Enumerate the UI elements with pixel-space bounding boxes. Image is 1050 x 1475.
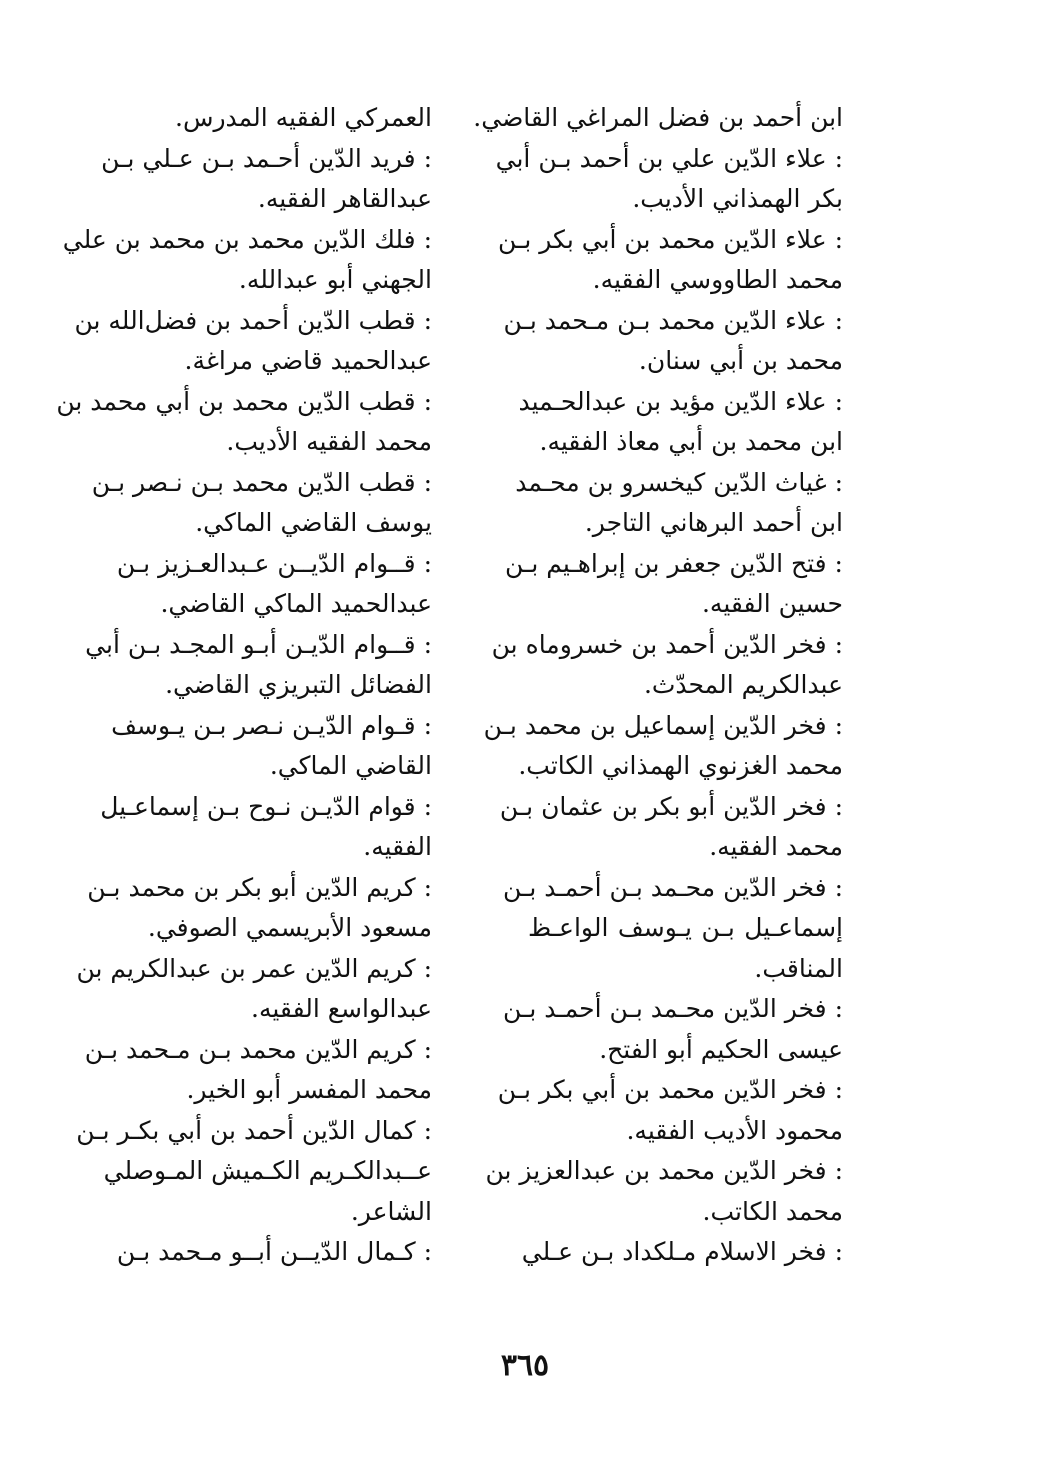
text-line: بكر الهمذاني الأديب. — [632, 184, 843, 213]
text-line: : فخر الاسلام مـلكداد بـن عـلي — [521, 1237, 843, 1266]
text-line: : علاء الدّين علي بن أحمد بـن أبي — [495, 143, 843, 173]
text-line: محمد الكاتب. — [702, 1196, 843, 1226]
text-line: : فلك الدّين محمد بن محمد بن علي — [62, 224, 432, 254]
text-line: محمد المفسر أبو الخير. — [186, 1075, 432, 1104]
text-line: الشاعر. — [350, 1196, 432, 1226]
text-line: : فخر الدّين أبو بكر بن عثمان بـن — [499, 791, 843, 821]
text-line: عبدالحميد الماكي القاضي. — [160, 589, 432, 618]
text-line: : فخر الدّين محمد بن أبي بكر بـن — [497, 1075, 843, 1104]
text-line: : فخر الدّين محـمد بـن أحمـد بـن — [502, 872, 843, 902]
text-line: : فتح الدّين جعفر بن إبراهـيم بـن — [504, 548, 843, 578]
text-line: ابن أحمد بن فضل المراغي القاضي. — [473, 103, 843, 132]
text-line: : قـوام الدّيـن نـصر بـن يـوسف — [111, 710, 432, 740]
page-number: ٣٦٥ — [500, 1348, 550, 1383]
text-line: : غياث الدّين كيخسرو بن محـمد — [515, 467, 843, 497]
text-line: المناقب. — [754, 953, 843, 983]
text-line: : علاء الدّين محمد بـن مـحمد بـن — [503, 305, 843, 335]
text-line: الفقيه. — [363, 832, 432, 861]
text-line: : كريم الدّين محمد بـن مـحمد بـن — [84, 1034, 432, 1064]
text-line: : كمال الدّين أحمد بن أبي بكـر بـن — [76, 1115, 432, 1145]
text-line: ابن أحمد البرهاني التاجر. — [584, 508, 843, 537]
text-line: : فخر الدّين أحمد بن خسروماه بن — [491, 629, 843, 659]
text-line: محمد الفقيه الأديب. — [226, 427, 432, 456]
text-line: مسعود الأبريسمي الصوفي. — [147, 913, 432, 942]
text-line: ابن محمد بن أبي معاذ الفقيه. — [539, 427, 843, 456]
text-line: محمود الأديب الفقيه. — [626, 1115, 843, 1145]
text-line: يوسف القاضي الماكي. — [195, 508, 432, 537]
text-line: : فخر الدّين محمد بن عبدالعزيز بن — [485, 1156, 843, 1185]
text-line: : فخر الدّين إسماعيل بن محمد بـن — [483, 710, 843, 740]
text-line: محمد بن أبي سنان. — [638, 346, 843, 375]
text-line: حسين الفقيه. — [701, 589, 843, 618]
text-line: : علاء الدّين محمد بن أبي بكر بـن — [497, 224, 843, 254]
text-line: إسماعـيل بـن يـوسف الواعـظ — [528, 913, 843, 942]
text-line: عبدالحميد قاضي مراغة. — [184, 346, 432, 375]
text-line: عبدالكريم المحدّث. — [643, 670, 843, 699]
text-line: عــبدالكـريم الكـميش المـوصلي — [103, 1156, 432, 1185]
text-line: محمد الفقيه. — [709, 832, 843, 861]
text-line: : فخر الدّين محـمد بـن أحمـد بـن — [502, 994, 843, 1023]
left-column — [56, 98, 432, 1273]
text-line: : كريم الدّين عمر بن عبدالكريم بن — [76, 953, 432, 983]
text-line: : قطب الدّين محمد بن أبي محمد بن — [56, 386, 432, 416]
text-line: الفضائل التبريزي القاضي. — [165, 670, 432, 699]
text-line: : قــوام الدّيــن عـبدالعـزيز بـن — [116, 548, 432, 578]
text-line: العمركي الفقيه المدرس. — [175, 103, 432, 132]
text-line: القاضي الماكي. — [269, 751, 432, 780]
text-line: : كـمال الدّيــن أبــو مـحمد بـن — [116, 1237, 432, 1266]
text-line: : فريد الدّين أحـمد بـن عـلي بـن — [101, 143, 432, 173]
text-line: محمد الغزنوي الهمذاني الكاتب. — [518, 751, 843, 780]
text-line: عبدالواسع الفقيه. — [251, 994, 432, 1023]
text-line: الجهني أبو عبدالله. — [238, 265, 432, 294]
text-line: : قوام الدّيـن نـوح بـن إسماعـيل — [100, 791, 432, 821]
text-line: : قــوام الدّيـن أبـو المجـد بـن أبي — [85, 629, 432, 659]
text-line: محمد الطاووسي الفقيه. — [592, 265, 843, 294]
text-line: : كريم الدّين أبو بكر بن محمد بـن — [87, 872, 432, 902]
text-line: : قطب الدّين أحمد بن فضل‌الله بن — [74, 305, 432, 335]
text-line: عبدالقاهر الفقيه. — [257, 184, 432, 213]
text-line: : قطب الدّين محمد بـن نـصر بـن — [91, 467, 432, 497]
right-column — [473, 98, 843, 1273]
text-line: عيسى الحكيم أبو الفتح. — [599, 1034, 843, 1064]
text-line: : علاء الدّين مؤيد بن عبدالحـميد — [518, 386, 843, 416]
